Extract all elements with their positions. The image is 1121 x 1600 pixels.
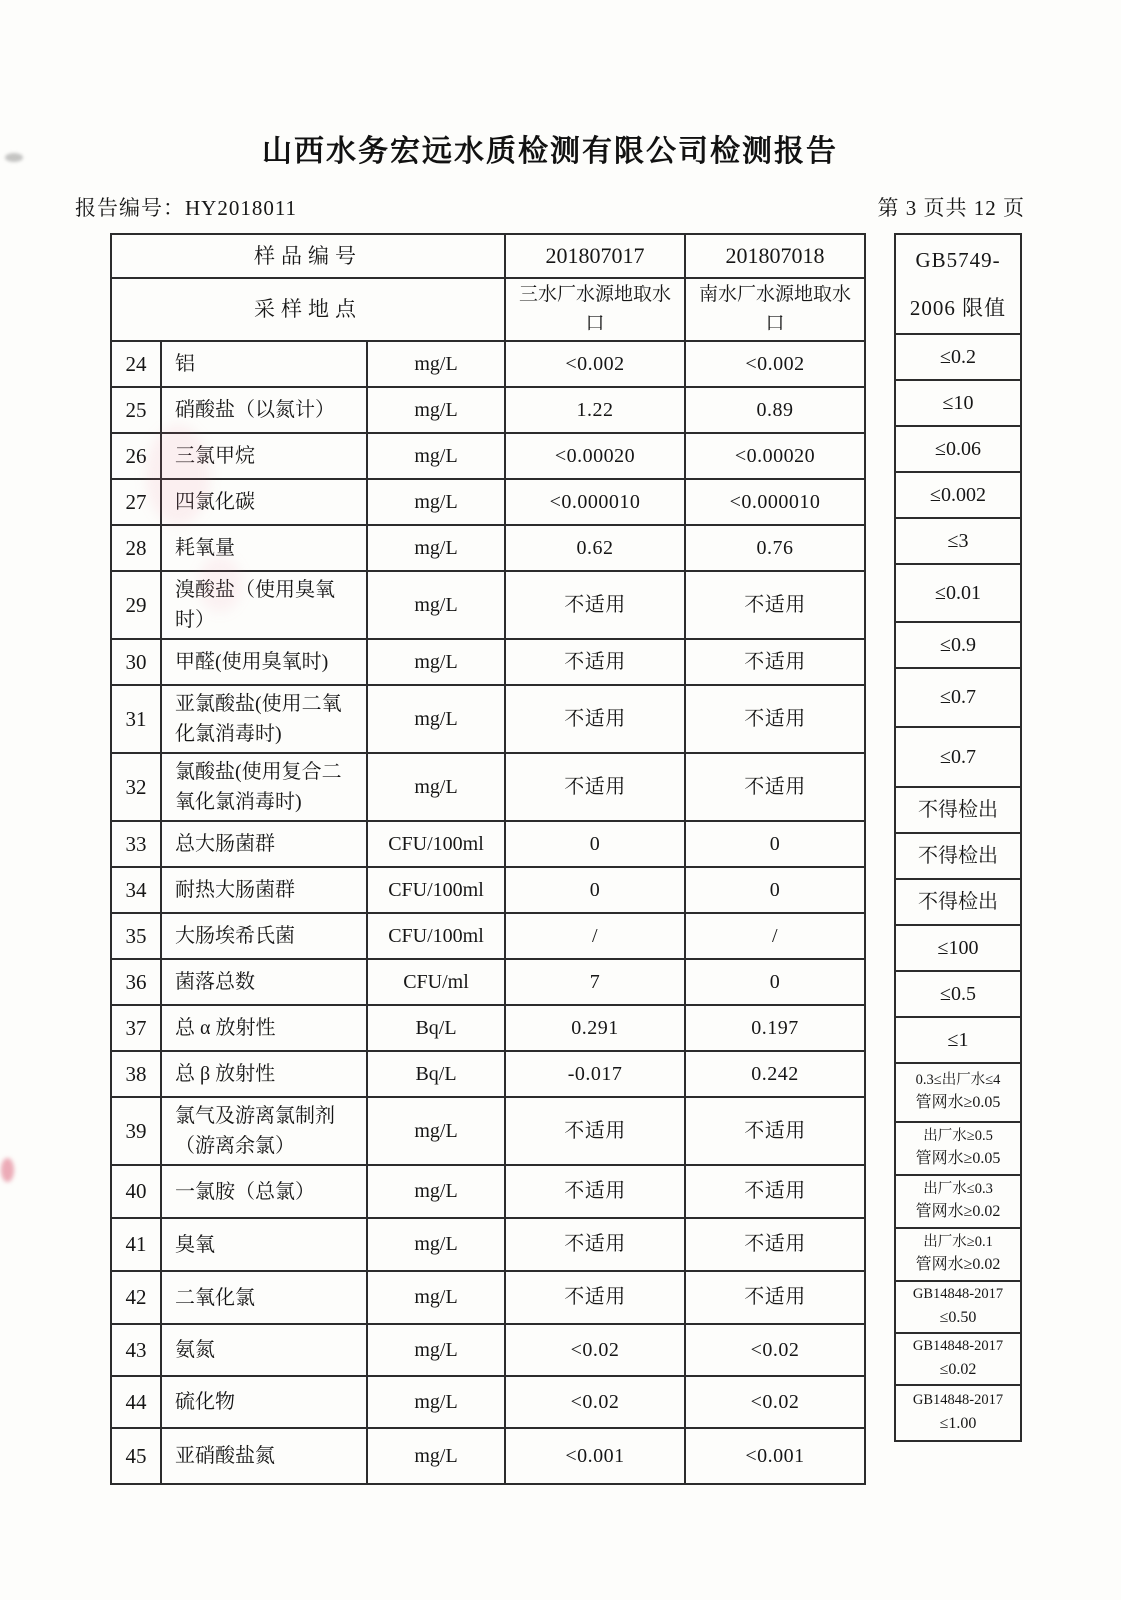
- row-number: 30: [111, 639, 161, 685]
- limit-row: [895, 1333, 1021, 1385]
- parameter-name: 总 β 放射性: [161, 1051, 367, 1097]
- sample1-value: -0.017: [505, 1051, 685, 1097]
- sample1-value: 1.22: [505, 387, 685, 433]
- sample2-value: <0.02: [685, 1376, 865, 1428]
- row-number: 34: [111, 867, 161, 913]
- sample1-value: 0: [505, 821, 685, 867]
- sample2-value: <0.02: [685, 1324, 865, 1376]
- limit-row: [895, 1017, 1021, 1063]
- sample1-value: <0.001: [505, 1428, 685, 1484]
- sample2-value: 0: [685, 821, 865, 867]
- meta-row: [75, 192, 1025, 222]
- scan-smudge: [1, 1158, 14, 1182]
- unit-cell: mg/L: [367, 1428, 505, 1484]
- sample2-value: 不适用: [685, 1218, 865, 1271]
- limit-cell: [895, 787, 1021, 833]
- sample1-value: /: [505, 913, 685, 959]
- table-row: [111, 433, 865, 479]
- unit-cell: mg/L: [367, 571, 505, 639]
- limit-line: ≤0.7: [940, 745, 977, 768]
- table-row: [111, 1376, 865, 1428]
- limit-line: ≤0.01: [935, 581, 982, 604]
- sample2-value: 0.89: [685, 387, 865, 433]
- limit-line: 不得检出: [918, 844, 999, 867]
- parameter-name: 甲醛(使用臭氧时): [161, 639, 367, 685]
- limit-cell: [895, 334, 1021, 380]
- parameter-name: 耗氧量: [161, 525, 367, 571]
- limit-cell: [895, 727, 1021, 787]
- sample2-value: 不适用: [685, 1097, 865, 1165]
- limit-cell: [895, 925, 1021, 971]
- parameter-name: 溴酸盐（使用臭氧时）: [161, 571, 367, 639]
- limit-row: [895, 668, 1021, 727]
- limit-line: ≤0.02: [939, 1360, 977, 1378]
- table-row: [111, 913, 865, 959]
- limit-cell: [895, 1333, 1021, 1385]
- unit-cell: mg/L: [367, 1097, 505, 1165]
- limit-row: [895, 1228, 1021, 1281]
- header-row-location: [111, 278, 865, 341]
- table-row: [111, 341, 865, 387]
- limit-line: ≤0.9: [940, 633, 977, 656]
- limit-cell: [895, 833, 1021, 879]
- table-row: [111, 1428, 865, 1484]
- limit-line: 出厂水≥0.1: [923, 1233, 993, 1250]
- parameter-name: 硫化物: [161, 1376, 367, 1428]
- limit-line: 出厂水≥0.5: [923, 1127, 993, 1144]
- table-row: [111, 571, 865, 639]
- sample2-value: <0.00020: [685, 433, 865, 479]
- parameter-name: 耐热大肠菌群: [161, 867, 367, 913]
- table-row: [111, 525, 865, 571]
- limit-cell: [895, 1281, 1021, 1333]
- unit-cell: Bq/L: [367, 1051, 505, 1097]
- limit-header-cell: [895, 234, 1021, 334]
- limit-line: ≤3: [947, 529, 969, 552]
- limit-line: ≤0.50: [939, 1308, 977, 1326]
- limit-header-line2: 2006 限值: [909, 296, 1007, 320]
- unit-cell: mg/L: [367, 1271, 505, 1324]
- location-1: 三水厂水源地取水口: [505, 278, 685, 341]
- limit-line: 0.3≤出厂水≤4: [915, 1071, 1001, 1088]
- parameter-name: 氯气及游离氯制剂（游离余氯）: [161, 1097, 367, 1165]
- limit-row: [895, 1385, 1021, 1441]
- sample2-value: 0.76: [685, 525, 865, 571]
- sample2-value: 不适用: [685, 1165, 865, 1218]
- limit-cell: [895, 380, 1021, 426]
- table-row: [111, 1165, 865, 1218]
- unit-cell: mg/L: [367, 1165, 505, 1218]
- parameter-name: 总 α 放射性: [161, 1005, 367, 1051]
- sample1-value: 不适用: [505, 1218, 685, 1271]
- limit-line: ≤0.5: [940, 982, 977, 1005]
- unit-cell: mg/L: [367, 639, 505, 685]
- unit-cell: mg/L: [367, 753, 505, 821]
- sample2-value: 0.197: [685, 1005, 865, 1051]
- limit-row: [895, 564, 1021, 622]
- limit-cell: [895, 564, 1021, 622]
- table-row: [111, 1271, 865, 1324]
- table-row: [111, 685, 865, 753]
- parameter-name: 氨氮: [161, 1324, 367, 1376]
- parameter-name: 菌落总数: [161, 959, 367, 1005]
- limit-line: ≤0.002: [930, 483, 987, 506]
- parameter-name: 铝: [161, 341, 367, 387]
- row-number: 24: [111, 341, 161, 387]
- limit-row: [895, 971, 1021, 1017]
- limit-line: GB14848-2017: [912, 1286, 1004, 1303]
- location-2: 南水厂水源地取水口: [685, 278, 865, 341]
- row-number: 38: [111, 1051, 161, 1097]
- limit-cell: [895, 1122, 1021, 1175]
- row-number: 27: [111, 479, 161, 525]
- limit-cell: [895, 622, 1021, 668]
- row-number: 29: [111, 571, 161, 639]
- sample1-value: 0: [505, 867, 685, 913]
- limit-line: ≤10: [942, 391, 974, 414]
- row-number: 43: [111, 1324, 161, 1376]
- sample2-value: 0.242: [685, 1051, 865, 1097]
- limit-row: [895, 426, 1021, 472]
- limit-cell: [895, 472, 1021, 518]
- table-gutter: [866, 233, 894, 1485]
- results-table: [110, 233, 866, 1485]
- limit-row: [895, 518, 1021, 564]
- sample2-value: <0.002: [685, 341, 865, 387]
- parameter-name: 亚氯酸盐(使用二氧化氯消毒时): [161, 685, 367, 753]
- limit-row: [895, 727, 1021, 787]
- table-row: [111, 1324, 865, 1376]
- limit-line: 出厂水≤0.3: [923, 1180, 993, 1197]
- table-row: [111, 1005, 865, 1051]
- unit-cell: Bq/L: [367, 1005, 505, 1051]
- sample1-value: 不适用: [505, 1271, 685, 1324]
- sample1-value: 不适用: [505, 685, 685, 753]
- sample1-value: 不适用: [505, 753, 685, 821]
- sample1-value: <0.002: [505, 341, 685, 387]
- parameter-name: 三氯甲烷: [161, 433, 367, 479]
- results-table-group: [110, 233, 1022, 1485]
- limit-header-line1: GB5749-: [915, 247, 1001, 272]
- unit-cell: mg/L: [367, 341, 505, 387]
- sample2-value: 不适用: [685, 639, 865, 685]
- parameter-name: 二氧化氯: [161, 1271, 367, 1324]
- limit-line: ≤0.2: [940, 345, 977, 368]
- sample1-value: 0.62: [505, 525, 685, 571]
- sample2-value: 不适用: [685, 753, 865, 821]
- sample1-value: 不适用: [505, 639, 685, 685]
- limit-header-row: [895, 234, 1021, 334]
- limit-row: [895, 622, 1021, 668]
- limit-row: [895, 787, 1021, 833]
- sample2-value: 不适用: [685, 1271, 865, 1324]
- row-number: 25: [111, 387, 161, 433]
- limit-line: ≤0.06: [935, 437, 982, 460]
- limit-cell: [895, 971, 1021, 1017]
- sample2-value: 0: [685, 867, 865, 913]
- row-number: 42: [111, 1271, 161, 1324]
- sample1-value: <0.02: [505, 1324, 685, 1376]
- unit-cell: CFU/100ml: [367, 867, 505, 913]
- parameter-name: 亚硝酸盐氮: [161, 1428, 367, 1484]
- limit-table: [894, 233, 1022, 1442]
- sample-id-label: 样品编号: [111, 234, 505, 278]
- limit-row: [895, 334, 1021, 380]
- limit-line: 不得检出: [918, 798, 999, 821]
- row-number: 41: [111, 1218, 161, 1271]
- limit-cell: [895, 1063, 1021, 1122]
- unit-cell: mg/L: [367, 525, 505, 571]
- sample2-value: <0.000010: [685, 479, 865, 525]
- row-number: 39: [111, 1097, 161, 1165]
- sample2-value: <0.001: [685, 1428, 865, 1484]
- report-number: 报告编号：HY2018011: [75, 196, 298, 220]
- row-number: 26: [111, 433, 161, 479]
- sample1-value: <0.00020: [505, 433, 685, 479]
- limit-cell: [895, 518, 1021, 564]
- sample2-value: /: [685, 913, 865, 959]
- row-number: 37: [111, 1005, 161, 1051]
- limit-row: [895, 879, 1021, 925]
- limit-row: [895, 1175, 1021, 1228]
- table-row: [111, 1097, 865, 1165]
- row-number: 32: [111, 753, 161, 821]
- limit-row: [895, 1063, 1021, 1122]
- table-row: [111, 867, 865, 913]
- parameter-name: 四氯化碳: [161, 479, 367, 525]
- parameter-name: 一氯胺（总氯）: [161, 1165, 367, 1218]
- table-row: [111, 479, 865, 525]
- unit-cell: CFU/ml: [367, 959, 505, 1005]
- table-row: [111, 1051, 865, 1097]
- parameter-name: 大肠埃希氏菌: [161, 913, 367, 959]
- unit-cell: mg/L: [367, 1324, 505, 1376]
- sample-id-1: 201807017: [505, 234, 685, 278]
- limit-line: 管网水≥0.05: [915, 1094, 1001, 1112]
- limit-line: ≤100: [937, 936, 979, 959]
- sample2-value: 不适用: [685, 685, 865, 753]
- unit-cell: CFU/100ml: [367, 821, 505, 867]
- limit-row: [895, 472, 1021, 518]
- header-row-sample-id: [111, 234, 865, 278]
- limit-line: GB14848-2017: [912, 1392, 1004, 1409]
- unit-cell: mg/L: [367, 1218, 505, 1271]
- limit-cell: [895, 426, 1021, 472]
- limit-cell: [895, 1385, 1021, 1441]
- unit-cell: mg/L: [367, 1376, 505, 1428]
- row-number: 31: [111, 685, 161, 753]
- sample1-value: <0.02: [505, 1376, 685, 1428]
- row-number: 33: [111, 821, 161, 867]
- unit-cell: mg/L: [367, 479, 505, 525]
- sample1-value: 不适用: [505, 1165, 685, 1218]
- limit-row: [895, 1281, 1021, 1333]
- parameter-name: 氯酸盐(使用复合二氧化氯消毒时): [161, 753, 367, 821]
- unit-cell: CFU/100ml: [367, 913, 505, 959]
- sample2-value: 不适用: [685, 571, 865, 639]
- sample1-value: <0.000010: [505, 479, 685, 525]
- parameter-name: 硝酸盐（以氮计）: [161, 387, 367, 433]
- limit-line: ≤1: [947, 1028, 969, 1051]
- table-row: [111, 821, 865, 867]
- limit-row: [895, 833, 1021, 879]
- limit-line: GB14848-2017: [912, 1338, 1004, 1355]
- limit-line: 管网水≥0.05: [915, 1150, 1001, 1168]
- limit-cell: [895, 1017, 1021, 1063]
- limit-line: ≤1.00: [939, 1414, 977, 1432]
- sample1-value: 0.291: [505, 1005, 685, 1051]
- row-number: 40: [111, 1165, 161, 1218]
- location-label: 采样地点: [111, 278, 505, 341]
- table-row: [111, 639, 865, 685]
- page-title: 山西水务宏远水质检测有限公司检测报告: [262, 135, 838, 168]
- page-number: 第 3 页共 12 页: [877, 196, 1025, 220]
- sample2-value: 0: [685, 959, 865, 1005]
- row-number: 44: [111, 1376, 161, 1428]
- table-row: [111, 959, 865, 1005]
- sample1-value: 不适用: [505, 571, 685, 639]
- limit-line: ≤0.7: [940, 686, 977, 708]
- limit-row: [895, 925, 1021, 971]
- row-number: 45: [111, 1428, 161, 1484]
- limit-line: 管网水≥0.02: [915, 1256, 1001, 1274]
- row-number: 36: [111, 959, 161, 1005]
- row-number: 28: [111, 525, 161, 571]
- unit-cell: mg/L: [367, 433, 505, 479]
- sample1-value: 7: [505, 959, 685, 1005]
- sample1-value: 不适用: [505, 1097, 685, 1165]
- parameter-name: 总大肠菌群: [161, 821, 367, 867]
- limit-line: 不得检出: [918, 890, 999, 913]
- unit-cell: mg/L: [367, 685, 505, 753]
- row-number: 35: [111, 913, 161, 959]
- limit-line: 管网水≥0.02: [915, 1203, 1001, 1221]
- table-row: [111, 1218, 865, 1271]
- limit-cell: [895, 1175, 1021, 1228]
- limit-row: [895, 1122, 1021, 1175]
- limit-row: [895, 380, 1021, 426]
- sample-id-2: 201807018: [685, 234, 865, 278]
- unit-cell: mg/L: [367, 387, 505, 433]
- parameter-name: 臭氧: [161, 1218, 367, 1271]
- table-row: [111, 387, 865, 433]
- table-row: [111, 753, 865, 821]
- limit-cell: [895, 879, 1021, 925]
- limit-cell: [895, 1228, 1021, 1281]
- limit-cell: [895, 668, 1021, 727]
